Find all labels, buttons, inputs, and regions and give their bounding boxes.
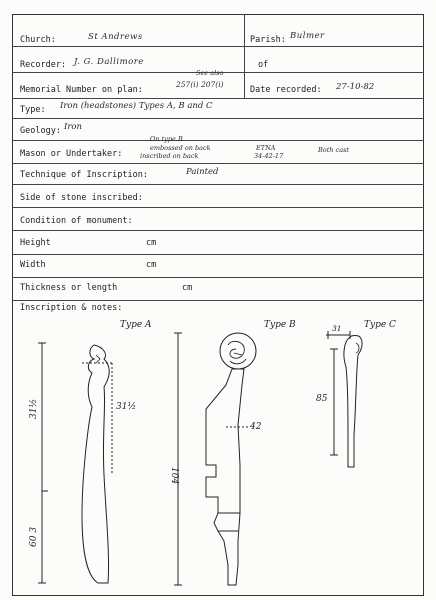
geology-label: Geology: — [20, 126, 61, 136]
type-c-dimension-line — [326, 331, 350, 455]
thickness-unit: cm — [182, 283, 193, 293]
row-divider — [12, 277, 424, 278]
type-value: Iron (headstones) Types A, B and C — [60, 101, 213, 111]
row-divider — [12, 118, 424, 119]
row-divider — [12, 98, 424, 99]
church-value: St Andrews — [88, 32, 143, 42]
church-label: Church: — [20, 35, 56, 45]
headstone-sketches — [12, 315, 424, 595]
row-divider — [12, 300, 424, 301]
type-a-lower-dimension: 60 3 — [29, 526, 39, 547]
mason-note-inscribed: inscribed on back — [140, 152, 199, 160]
row-divider — [12, 46, 424, 47]
column-divider — [244, 14, 245, 46]
type-c-label: Type C — [364, 320, 396, 330]
mason-value-cast: Both cast — [318, 146, 350, 154]
recorder-value: J. G. Dallimore — [74, 57, 144, 67]
type-b-total-dimension: 104 — [169, 467, 179, 485]
inscription-label: Inscription & notes: — [20, 303, 123, 313]
type-a-total-dimension: 31½ — [29, 398, 39, 419]
mason-label: Mason or Undertaker: — [20, 149, 123, 159]
parish-value: Bulmer — [290, 31, 325, 41]
type-c-profile — [344, 336, 362, 468]
type-a-dimension-line — [38, 343, 114, 583]
type-b-profile — [206, 369, 244, 585]
technique-value: Painted — [186, 167, 219, 177]
type-a-label: Type A — [120, 320, 152, 330]
row-divider — [12, 184, 424, 185]
thickness-label: Thickness or length — [20, 283, 118, 293]
mason-note-type-b: On type B — [150, 135, 183, 143]
height-unit: cm — [146, 238, 157, 248]
height-label: Height — [20, 238, 51, 248]
type-b-label: Type B — [264, 320, 296, 330]
memorial-value: 257(i) 207(i) — [176, 80, 224, 89]
row-divider — [12, 163, 424, 164]
date-value: 27-10-82 — [336, 82, 375, 92]
condition-label: Condition of monument: — [20, 216, 133, 226]
mason-value-etna: ETNA — [256, 144, 276, 152]
row-divider — [12, 140, 424, 141]
date-label: Date recorded: — [250, 85, 322, 95]
type-label: Type: — [20, 105, 46, 115]
type-a-upper-dimension: 31½ — [116, 402, 137, 412]
width-unit: cm — [146, 260, 157, 270]
width-label: Width — [20, 260, 46, 270]
parish-label: Parish: — [250, 35, 286, 45]
mason-note-embossed: embossed on back — [150, 144, 211, 152]
geology-value: Iron — [64, 122, 83, 132]
type-b-dimension-line — [174, 333, 248, 585]
technique-label: Technique of Inscription: — [20, 170, 148, 180]
type-c-height-dimension: 85 — [316, 394, 328, 404]
row-divider — [12, 207, 424, 208]
row-divider — [12, 254, 424, 255]
memorial-label: Memorial Number on plan: — [20, 85, 143, 95]
mason-value-number: 34-42-17 — [254, 152, 284, 160]
type-b-width-dimension: 42 — [250, 422, 262, 432]
type-c-width-dimension: 31 — [332, 324, 342, 333]
row-divider — [12, 230, 424, 231]
side-label: Side of stone inscribed: — [20, 193, 143, 203]
column-divider — [244, 46, 245, 98]
memorial-note: See also — [196, 69, 224, 77]
type-a-profile — [82, 345, 109, 583]
recorder-label: Recorder: — [20, 60, 67, 70]
of-label: of — [258, 60, 269, 70]
